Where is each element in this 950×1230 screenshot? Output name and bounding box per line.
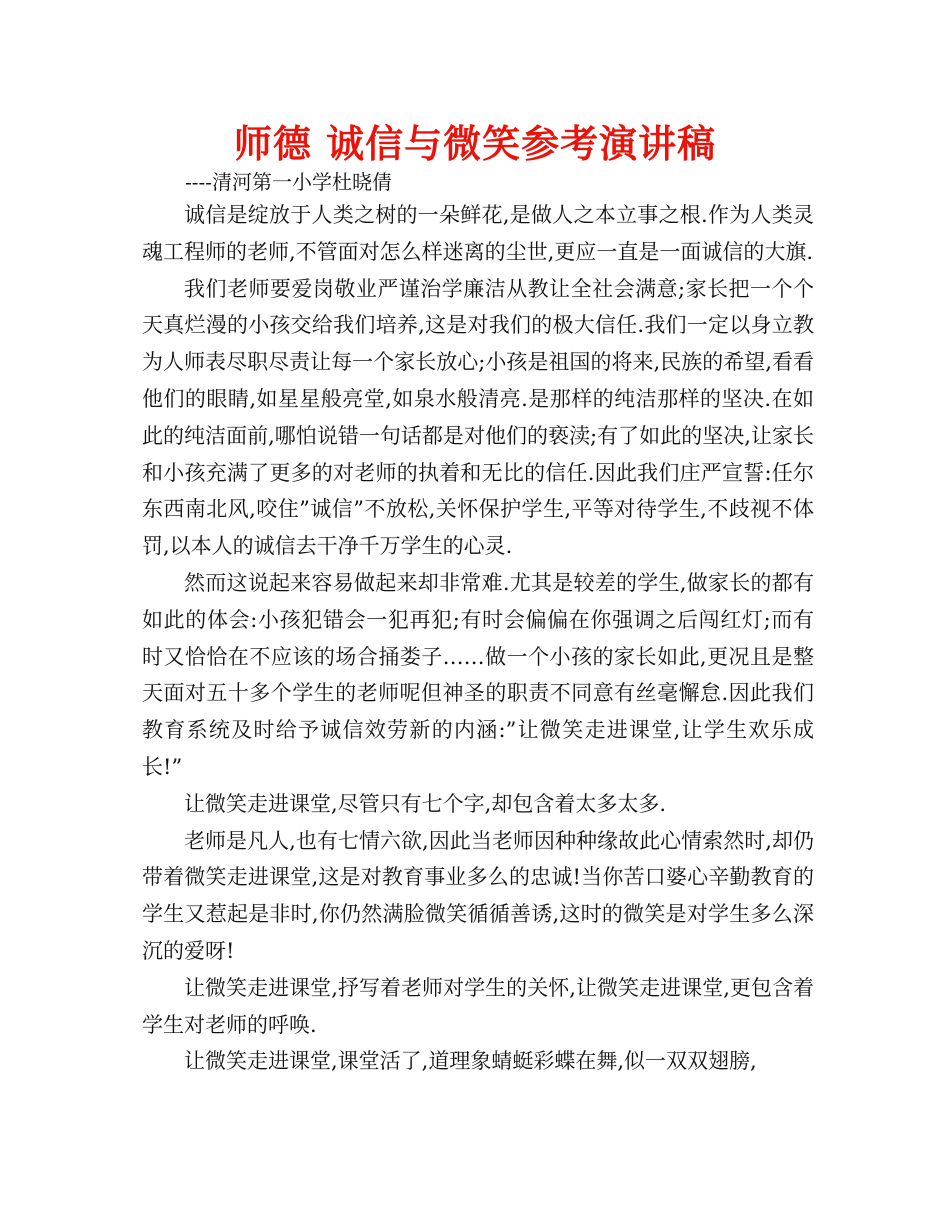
paragraph: 让微笑走进课堂,尽管只有七个字,却包含着太多太多.	[184, 791, 667, 816]
paragraph: 让微笑走进课堂,课堂活了,道理象蜻蜓彩蝶在舞,似一双双翅膀,	[184, 1049, 757, 1074]
paragraph: 我们老师要爱岗敬业严谨治学廉洁从教让全社会满意;家长把一个个天真烂漫的小孩交给我们培养,这是对我们的极大信任.我们一定以身立教为人师表尽职尽责让每一个家长放心;小孩是祖国的将来,民族的希望,看看他们的眼睛,如星星般亮堂,如泉水般清亮.是那样的纯洁那样的坚决.在如此的纯洁面前,哪怕说错一句话都是对他们的亵渎;有了如此的坚决,让家长和小孩充满了更多的对老师的执着和无比的信任.因此我们庄严宣誓:任尔东西南北风,咬住”诚信”不放松,关怀保护学生,平等对待学生,不歧视不体罚,以本人的诚信去干净千万学生的心灵.	[142, 276, 814, 559]
document-title: 师德 诚信与微笑参考演讲稿	[233, 122, 717, 166]
paragraph: 老师是凡人,也有七情六欲,因此当老师因种种缘故此心情索然时,却仍带着微笑走进课堂,这是对教育事业多么的忠诚!当你苦口婆心辛勤教育的学生又惹起是非时,你仍然满脸微笑循循善诱,这时的微笑是对学生多么深沉的爱呀!	[142, 828, 814, 963]
paragraph: 然而这说起来容易做起来却非常难.尤其是较差的学生,做家长的都有如此的体会:小孩犯错会一犯再犯;有时会偏偏在你强调之后闯红灯;而有时又恰恰在不应该的场合捅娄子……做一个小孩的家长如此,更况且是整天面对五十多个学生的老师呢但神圣的职责不同意有丝毫懈怠.因此我们教育系统及时给予诚信效劳新的内涵:”让微笑走进课堂,让学生欢乐成长!”	[142, 570, 814, 779]
paragraph: 诚信是绽放于人类之树的一朵鲜花,是做人之本立事之根.作为人类灵魂工程师的老师,不管面对怎么样迷离的尘世,更应一直是一面诚信的大旗.	[142, 203, 814, 264]
author-line: ----清河第一小学杜晓倩	[185, 170, 393, 194]
speech-body	[142, 197, 814, 1080]
paragraph: 让微笑走进课堂,抒写着老师对学生的关怀,让微笑走进课堂,更包含着学生对老师的呼唤.	[142, 975, 814, 1037]
